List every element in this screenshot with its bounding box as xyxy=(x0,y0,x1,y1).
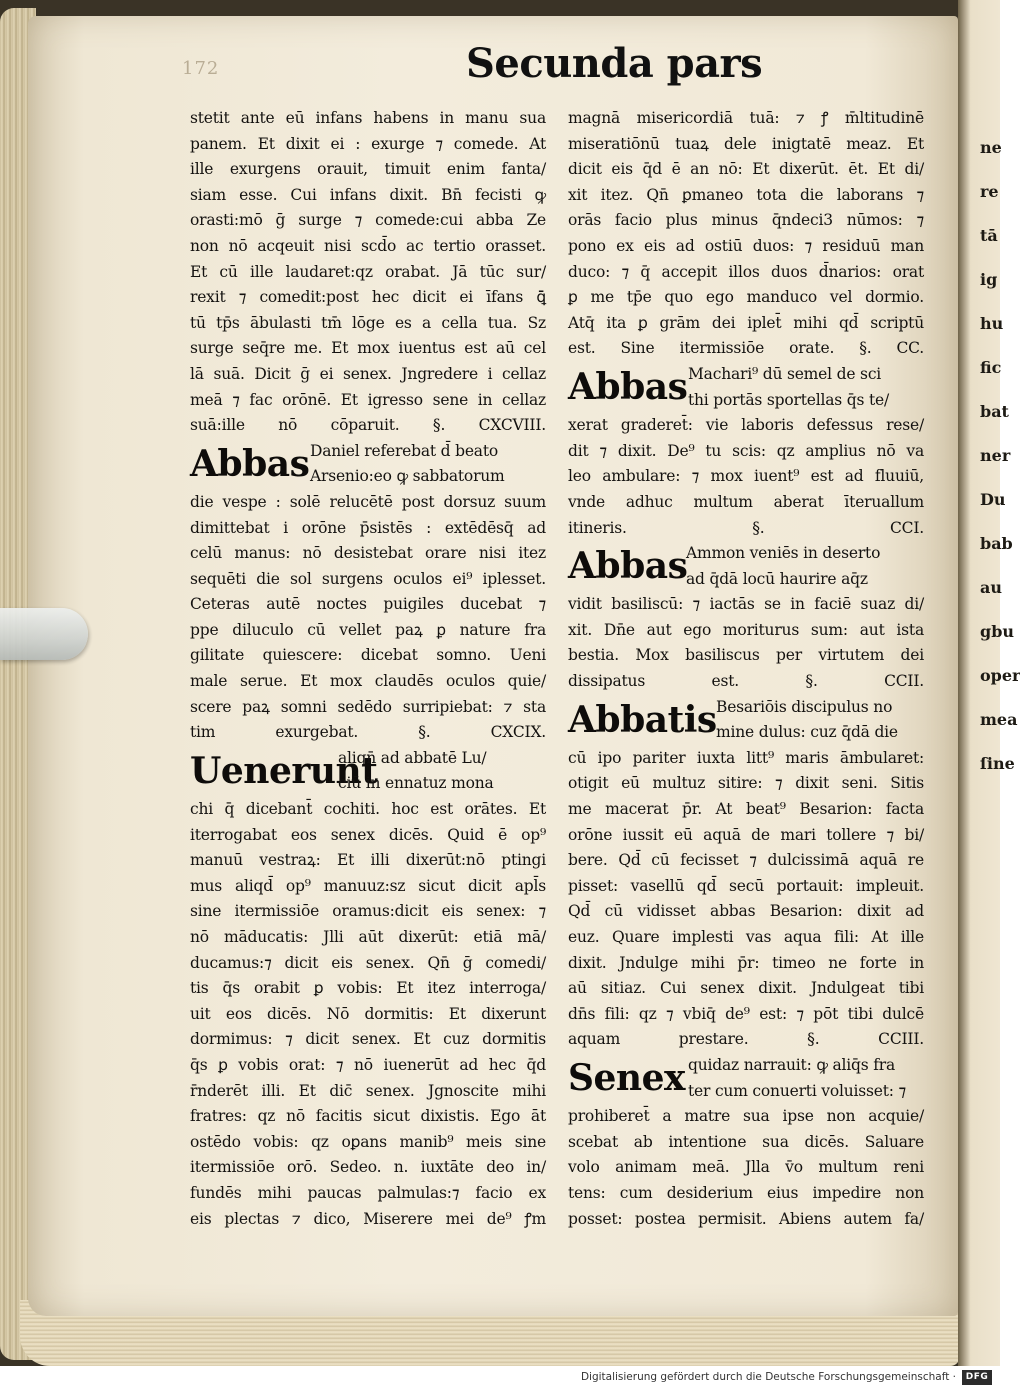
text-line: duco: ⁊ q̄ accepit illos duos d̄narios: orat xyxy=(568,262,924,281)
facing-page-fragment: mea xyxy=(980,710,1018,729)
initial-side-lines xyxy=(688,362,924,413)
text-line: manuū vestraꝝ: Et illi dixerūt:nō ptingi xyxy=(190,851,546,870)
text-line: xerat graderet̄: vie laboris defessus rese/ xyxy=(568,416,924,435)
initial-block xyxy=(568,362,924,413)
text-line: ppe diluculo cū vellet paꝝ ꝑ nature fra xyxy=(190,620,546,639)
text-line: r̄nderēt illi. Et dic̄ senex. Jgnoscite mihi xyxy=(190,1081,546,1100)
text-line: ad q̄dā locū haurire aq̄z xyxy=(686,569,868,588)
initial-word: Senex xyxy=(568,1056,685,1099)
text-line: orās facio plus minus q̄ndeci3 nūmos: ⁊ xyxy=(568,211,924,230)
text-line: dormimus: ⁊ dicit senex. Et cuz dormitis xyxy=(190,1030,546,1049)
text-line: bere. Qd̄ cū fecisset ⁊ dulcissimā aquā re xyxy=(568,851,924,870)
text-line: non nō acqeuit nisi scd̄o ac tertio orasset. xyxy=(190,236,546,255)
text-line: surge seq̄re me. Et mox iuentus est aū cel xyxy=(190,339,546,358)
text-line: orōne iussit eū aquā de mari tollere ⁊ bi/ xyxy=(568,825,924,844)
initial-word: Abbas xyxy=(568,545,688,588)
text-line: mus aliqd̄ op⁹ manuuz:sz sicut dicit apl̄s xyxy=(190,876,546,895)
left-lines-b xyxy=(190,490,546,746)
text-line: leo ambulare: ⁊ mox iuent⁹ est ad fluuiū, xyxy=(568,467,924,486)
text-line: tens: cum desiderium eius impedire non xyxy=(568,1183,924,1202)
text-line: xit. Dn̄e aut ego moriturus sum: aut ista xyxy=(568,620,924,639)
text-line: itermissiōe orō. Sedeo. n. iuxtāte deo in/ xyxy=(190,1158,546,1177)
text-line: prohiberet̄ a matre sua ipse non acquie/ xyxy=(568,1107,924,1126)
text-line: fratres: qz nō facitis sicut dixistis. Ego āt xyxy=(190,1107,546,1126)
right-lines-d xyxy=(568,746,924,1053)
facing-page-fragment: Du xyxy=(980,490,1006,509)
text-line: mine dulus: cuz q̄dā die xyxy=(716,723,898,742)
text-line: pisset: vasellū qd̄ secū portauit: impleuit. xyxy=(568,876,924,895)
right-lines-b xyxy=(568,413,924,541)
initial-block xyxy=(190,746,546,797)
text-line: ꝑ me tp̄e quo ego manduco vel dormio. xyxy=(568,288,924,307)
text-line: scere paꝝ somni sedēdo surripiebat: ⁊ sta xyxy=(190,697,546,716)
text-line: xit itez. Qn̄ ꝑmaneo tota die laborans ⁊ xyxy=(568,185,924,204)
facing-page-edge xyxy=(958,0,1020,1366)
initial-block xyxy=(568,1053,924,1104)
facing-page-fragment: hu xyxy=(980,314,1004,333)
facing-page-fragment: ig xyxy=(980,270,998,289)
text-line: scebat ab intentione sua dicēs. Saluare xyxy=(568,1132,924,1151)
text-line: ducamus:⁊ dicit eis senex. Qn̄ ḡ comedi/ xyxy=(190,953,546,972)
facing-page-fragment: ner xyxy=(980,446,1011,465)
right-lines-c xyxy=(568,592,924,694)
text-line: bestia. Mox basiliscus per virtutem dei xyxy=(568,646,924,665)
text-line: ostēdo vobis: qz oꝑans manib⁹ meis sine xyxy=(190,1132,546,1151)
text-line: dissipatus est. §. CCII. xyxy=(568,672,924,691)
text-line: gilitate quiescere: dicebat somno. Ueni xyxy=(190,646,546,665)
text-line: stetit ante eū infans habens in manu sua xyxy=(190,109,546,127)
facing-page-fragment: re xyxy=(980,182,999,201)
footer-bar xyxy=(0,1366,1000,1389)
text-line: sequēti die sol surgens oculos ei⁹ iplesset. xyxy=(190,569,546,588)
dfg-logo: DFG xyxy=(962,1370,992,1385)
text-line: male serue. Et mox claudēs oculos quie/ xyxy=(190,672,546,691)
text-line: iterrogabat eos senex dicēs. Quid ē op⁹ xyxy=(190,825,546,844)
initial-block xyxy=(190,439,546,490)
running-head: Secunda pars xyxy=(466,40,763,87)
text-line: Ammon veniēs in deserto xyxy=(686,544,881,563)
text-line: eis plectas ⁊ dico, Miserere mei de⁹ ꝭm xyxy=(190,1209,546,1228)
left-text-column xyxy=(190,106,546,1232)
text-line: dicit eis q̄d ē an nō: Et dixerūt. ēt. Et di/ xyxy=(568,160,924,179)
text-line: nō māducatis: Jlli aūt dixerūt: etiā mā/ xyxy=(190,928,546,946)
facing-page-fragment: gbu xyxy=(980,622,1015,641)
text-line: miseratiōnū tuaꝝ dele inigtatē meaz. Et xyxy=(568,134,924,153)
text-line: magnā misericordiā tuā: ⁊ ꝭ m̄ltitudinē xyxy=(568,109,924,127)
left-lines-a xyxy=(190,106,546,439)
text-line: sine itermissiōe oramus:dicit eis senex: ⁊ xyxy=(190,902,546,921)
text-line: dn̄s fili: qz ⁊ vbiq̄ de⁹ est: ⁊ pōt tibi dulcē xyxy=(568,1004,924,1023)
text-line: me macerat p̄r. At beat⁹ Besarion: facta xyxy=(568,800,924,819)
initial-word: Abbatis xyxy=(568,698,717,741)
text-line: dit ⁊ dixit. De⁹ tu scis: qz amplius nō va xyxy=(568,441,924,460)
initial-word: Abbas xyxy=(190,442,310,485)
text-line: dixit. Jndulge mihi p̄r: timeo ne forte in xyxy=(568,953,924,972)
text-line: ter cum conuerti voluisset: ⁊ xyxy=(688,1081,907,1100)
text-line: meā ⁊ fac orōnē. Et igresso sene in cellaz xyxy=(190,390,546,409)
text-line: celū manus: nō desistebat orare nisi itez xyxy=(190,544,546,563)
text-line: ciū in ennatuz mona xyxy=(338,774,494,793)
text-line: cū ipo pariter iuxta litt⁹ maris āmbularet: xyxy=(568,748,924,767)
text-line: Atq̄ ita ꝑ grām dei iplet̄ mihi qd̄ scriptū xyxy=(568,313,924,332)
text-line: lā suā. Dicit ḡ ei senex. Jngredere i cellaz xyxy=(190,364,546,383)
text-line: vnde adhuc multum aberat īteruallum xyxy=(568,492,924,511)
right-lines-e xyxy=(568,1104,924,1232)
text-line: tim exurgebat. §. CXCIX. xyxy=(190,723,546,742)
initial-side-lines xyxy=(338,746,546,797)
page-number: 172 xyxy=(182,58,220,79)
text-line: dimittebat i orōne p̄sistēs : extēdēsq̄ ad xyxy=(190,518,546,537)
text-line: Ceteras autē noctes puigiles ducebat ⁊ xyxy=(190,595,546,614)
initial-word: Abbas xyxy=(568,365,688,408)
right-lines-a xyxy=(568,106,924,362)
facing-page-fragment: fic xyxy=(980,358,1002,377)
text-line: uit eos dicēs. Nō dormitis: Et dixerunt xyxy=(190,1004,546,1023)
text-line: tū tp̄s ābulasti tm̄ lōge es a cella tua. Sz xyxy=(190,313,546,332)
text-line: thi portās sportellas q̄s te/ xyxy=(688,390,889,409)
text-line: itineris. §. CCI. xyxy=(568,518,924,537)
left-lines-c xyxy=(190,797,546,1232)
initial-side-lines xyxy=(716,695,924,746)
text-line: est. Sine itermissiōe orate. §. CC. xyxy=(568,339,924,358)
text-line: suā:ille nō cōparuit. §. CXCVIII. xyxy=(190,416,546,435)
facing-page-fragment: au xyxy=(980,578,1002,597)
facing-page-fragment: oper xyxy=(980,666,1020,685)
initial-word: Uenerunt xyxy=(190,749,378,792)
text-line: Daniel referebat d̄ beato xyxy=(310,441,499,460)
text-line: Machari⁹ dū semel de sci xyxy=(688,364,882,383)
text-line: ille exurgens orauit, timuit enim fanta/ xyxy=(190,160,546,179)
initial-block xyxy=(568,695,924,746)
text-line: posset: postea permisit. Abiens autem fa/ xyxy=(568,1209,924,1228)
text-line: volo animam meā. Jlla v̄o multum reni xyxy=(568,1158,924,1177)
facing-page-fragment: bat xyxy=(980,402,1009,421)
right-text-column xyxy=(568,106,924,1232)
facing-page-fragment: tā xyxy=(980,226,998,245)
text-line: euz. Quare implesti vas aqua fili: At ille xyxy=(568,928,924,946)
text-line: fundēs mihi paucas palmulas:⁊ facio ex xyxy=(190,1183,546,1202)
text-line: aquam prestare. §. CCIII. xyxy=(568,1030,924,1049)
text-line: Besariōis discipulus no xyxy=(716,697,893,716)
text-line: aū sitiaz. Cui senex dixit. Jndulgeat tibi xyxy=(568,979,924,998)
facing-page-fragment: ne xyxy=(980,138,1002,157)
text-line: tis q̄s orabit ꝑ vobis: Et itez interroga/ xyxy=(190,979,546,998)
initial-side-lines xyxy=(688,1053,924,1104)
text-line: chi q̄ dicebant̄ cochiti. hoc est orātes. Et xyxy=(190,800,546,819)
page-clip xyxy=(0,608,88,660)
text-line: pono ex eis ad ostiū duos: ⁊ residuū man xyxy=(568,236,924,255)
text-line: Qd̄ cū vidisset abbas Besarion: dixit ad xyxy=(568,902,924,921)
text-line: die vespe : solē relucētē post dorsuz suum xyxy=(190,492,546,511)
text-line: panem. Et dixit ei : exurge ⁊ comede. At xyxy=(190,134,546,153)
facing-page-fragment: ſine xyxy=(980,754,1015,773)
text-line: orasti:mō ḡ surge ⁊ comede:cui abba Ze xyxy=(190,211,546,230)
text-line: otigit eū multuz sitire: ⁊ dixit seni. Sitis xyxy=(568,774,924,793)
text-line: quidaz narrauit: ꝙ aliq̄s fra xyxy=(688,1055,896,1074)
text-line: q̄s ꝑ vobis orat: ⁊ nō iuenerūt ad hec q̄d xyxy=(190,1055,546,1074)
text-line: vidit basiliscū: ⁊ iactās se in faciē suaz di/ xyxy=(568,595,924,614)
funding-notice: Digitalisierung gefördert durch die Deutsche Forschungsgemeinschaft · xyxy=(580,1371,956,1383)
text-line: Et cū ille laudaret:qz orabat. Jā tūc sur/ xyxy=(190,262,546,281)
text-line: rexit ⁊ comedit:post hec dicit ei īfans ꝗ̄ xyxy=(190,288,546,307)
initial-block xyxy=(568,541,924,592)
initial-side-lines xyxy=(686,541,924,592)
text-line: aliqn̄ ad abbatē Lu/ xyxy=(338,748,487,767)
text-line: Arsenio:eo ꝙ sabbatorum xyxy=(310,467,505,486)
text-line: siam esse. Cui infans dixit. Bn̄ fecisti ꝙ xyxy=(190,185,546,204)
initial-side-lines xyxy=(310,439,546,490)
facing-page-fragment: bab xyxy=(980,534,1013,553)
